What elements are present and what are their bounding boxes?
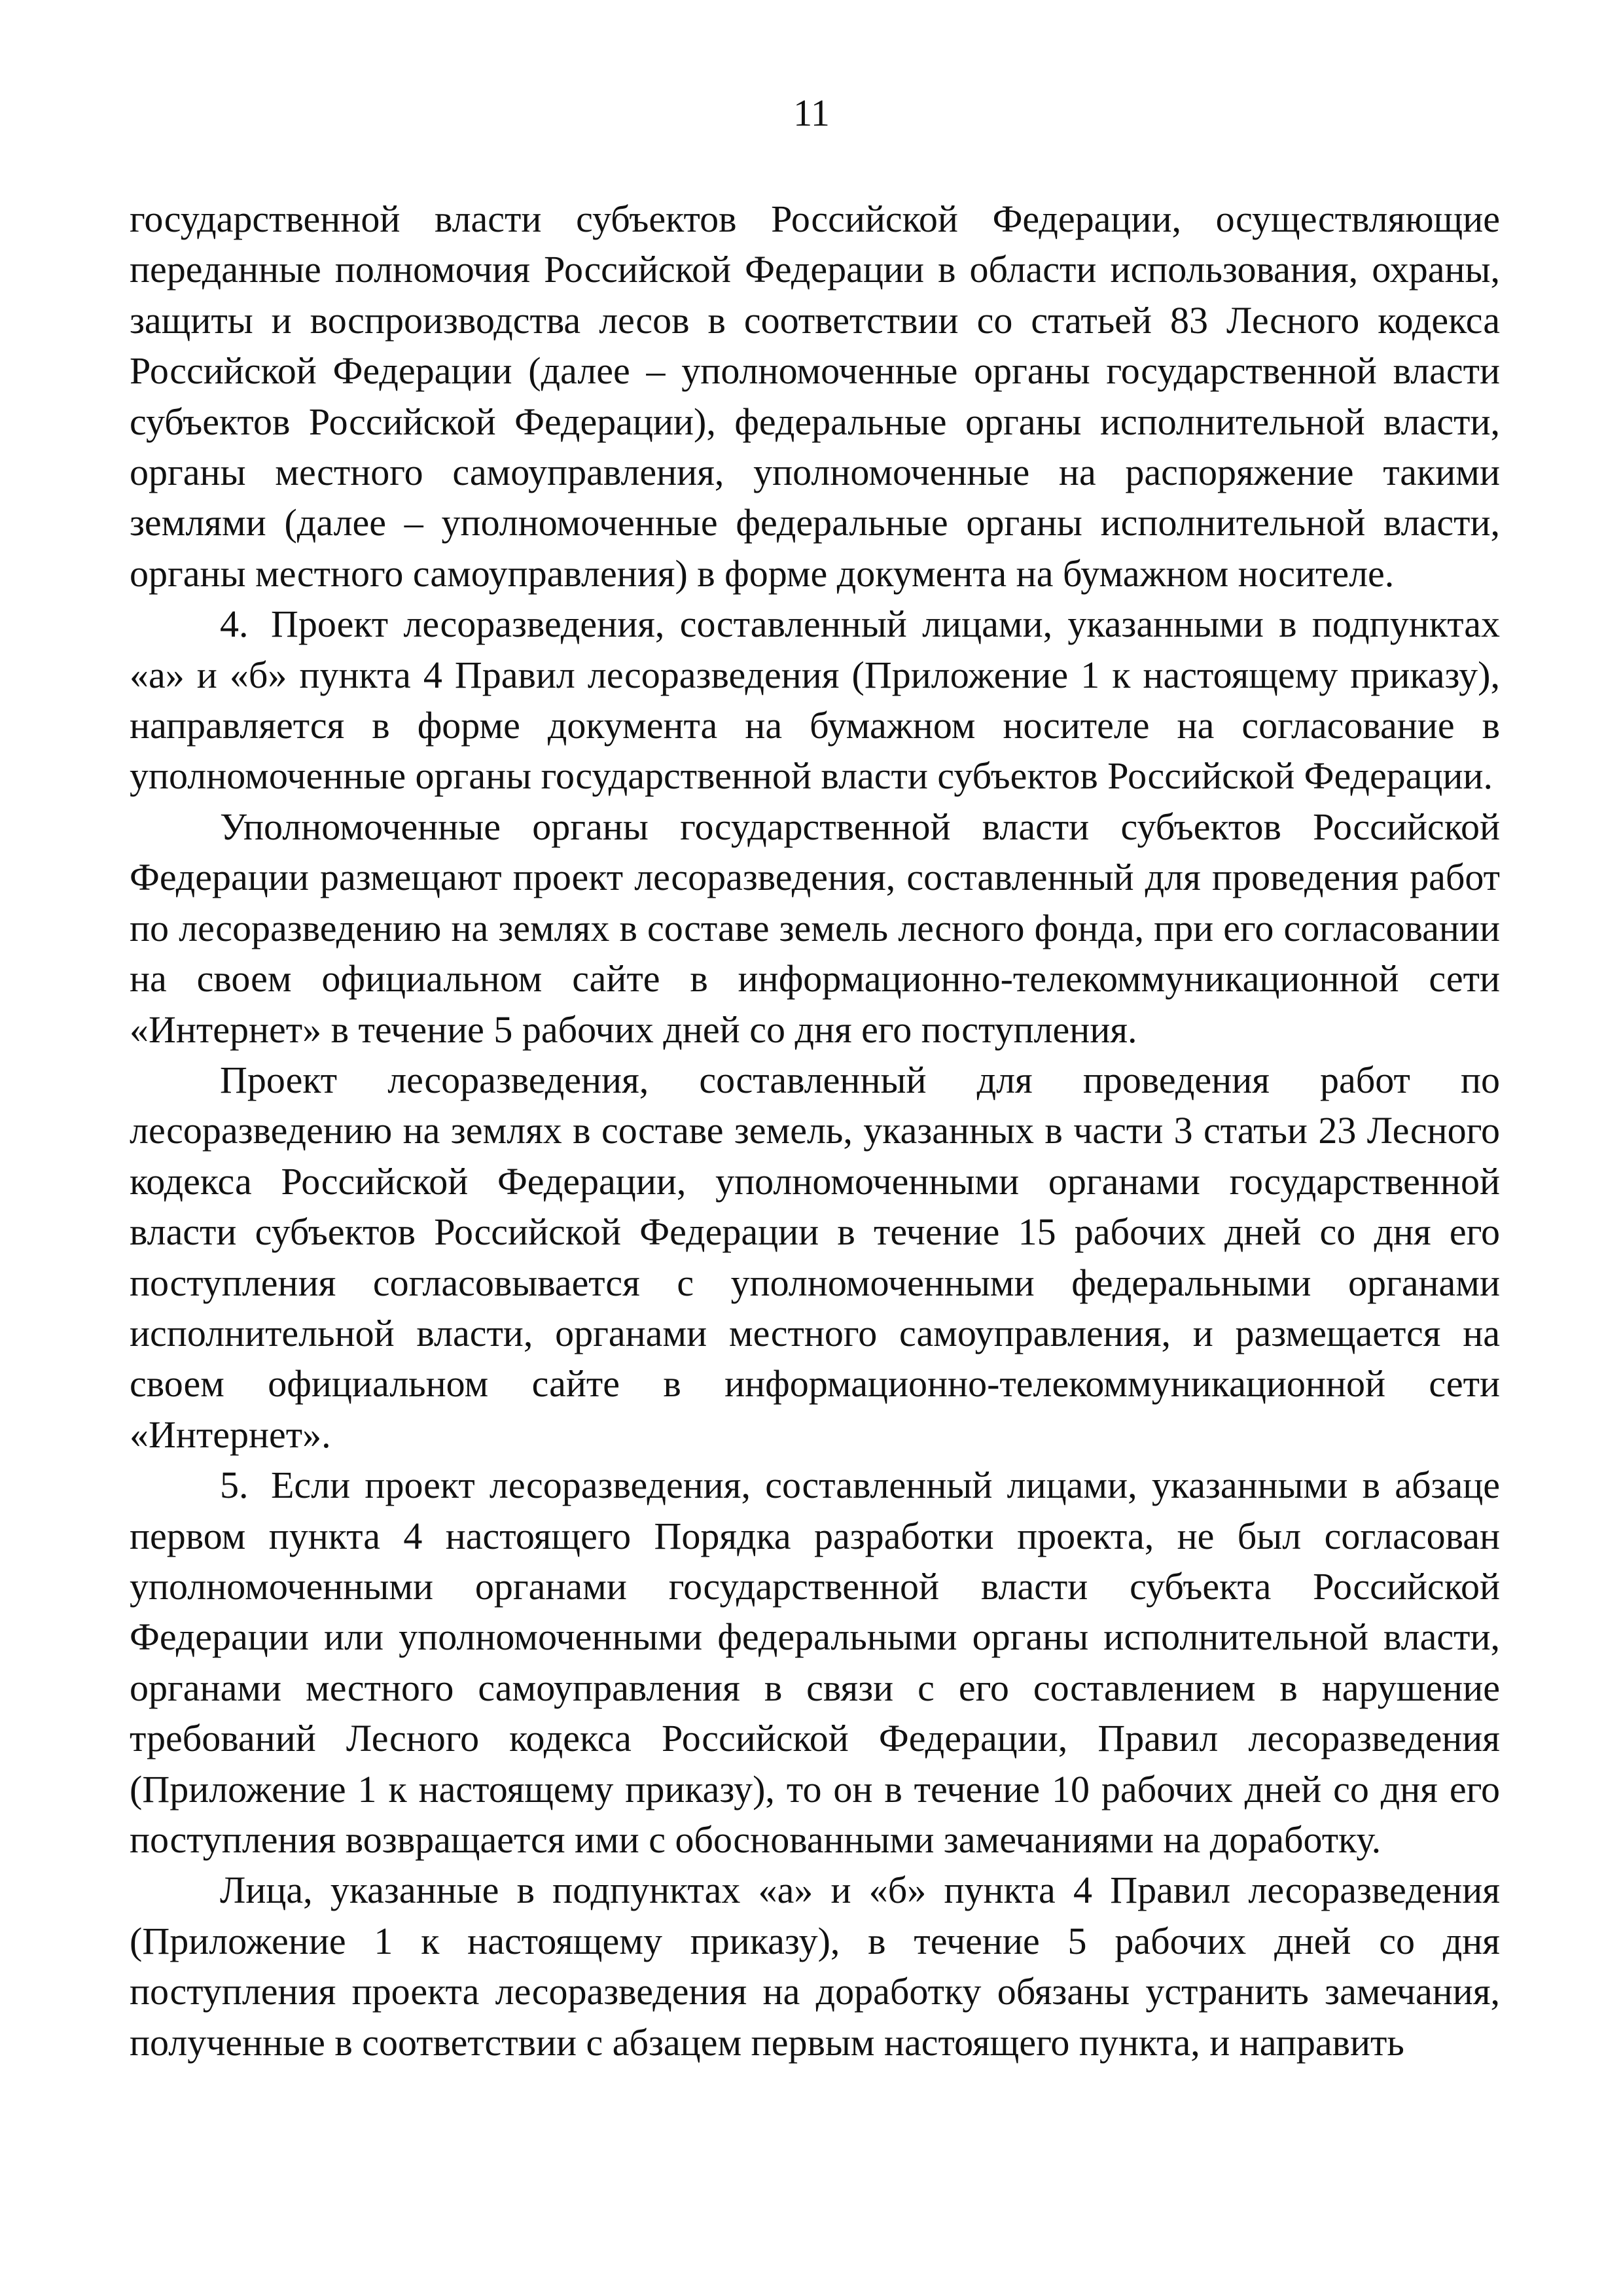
paragraph: Лица, указанные в подпунктах «а» и «б» пункта 4 Правил лесоразведения (Приложение 1 к настоящему приказу), в течение 5 рабочих дней со дня поступления проекта лесоразведения на доработку обязаны устранить замечания, полученные в соответствии с абзацем первым настоящего пункта, и направить	[130, 1869, 1500, 2064]
paragraph-text: Проект лесоразведения, составленный лицами, указанными в подпунктах «а» и «б» пункта 4 Правил лесоразведения (Приложение 1 к настоящему приказу), направляется в форме документа на бумажном носителе на согласование в уполномоченные органы государственной власти субъектов Российской Федерации.	[130, 603, 1500, 798]
item-number: 4.	[220, 603, 249, 646]
paragraph-item-4	[130, 599, 1500, 802]
paragraph: Проект лесоразведения, составленный для проведения работ по лесоразведению на землях в составе земель, указанных в части 3 статьи 23 Лесного кодекса Российской Федерации, уполномоченными органами государственной власти субъектов Российской Федерации в течение 15 рабочих дней со дня его поступления согласовывается с уполномоченными федеральными органами исполнительной власти, органами местного самоуправления, и размещается на своем официальном сайте в информационно-телекоммуникационной сети «Интернет».	[130, 1058, 1500, 1456]
item-number: 5.	[220, 1464, 249, 1507]
page-number: 11	[793, 92, 830, 134]
paragraph-item-5	[130, 1460, 1500, 1865]
document-body	[130, 194, 1500, 2068]
paragraph-text: Если проект лесоразведения, составленный лицами, указанными в абзаце первом пункта 4 настоящего Порядка разработки проекта, не был согласован уполномоченными органами государственной власти субъекта Российской Федерации или уполномоченными федеральными органы исполнительной власти, органами местного самоуправления в связи с его составлением в нарушение требований Лесного кодекса Российской Федерации, Правил лесоразведения (Приложение 1 к настоящему приказу), то он в течение 10 рабочих дней со дня его поступления возвращается ими с обоснованными замечаниями на доработку.	[130, 1464, 1500, 1861]
paragraph-continuation: государственной власти субъектов Российской Федерации, осуществляющие переданные полномочия Российской Федерации в области использования, охраны, защиты и воспроизводства лесов в соответствии со статьей 83 Лесного кодекса Российской Федерации (далее – уполномоченные органы государственной власти субъектов Российской Федерации), федеральные органы исполнительной власти, органы местного самоуправления, уполномоченные на распоряжение такими землями (далее – уполномоченные федеральные органы исполнительной власти, органы местного самоуправления) в форме документа на бумажном носителе.	[130, 198, 1500, 595]
paragraph: Уполномоченные органы государственной власти субъектов Российской Федерации размещают проект лесоразведения, составленный для проведения работ по лесоразведению на землях в составе земель лесного фонда, при его согласовании на своем официальном сайте в информационно-телекоммуникационной сети «Интернет» в течение 5 рабочих дней со дня его поступления.	[130, 805, 1500, 1051]
